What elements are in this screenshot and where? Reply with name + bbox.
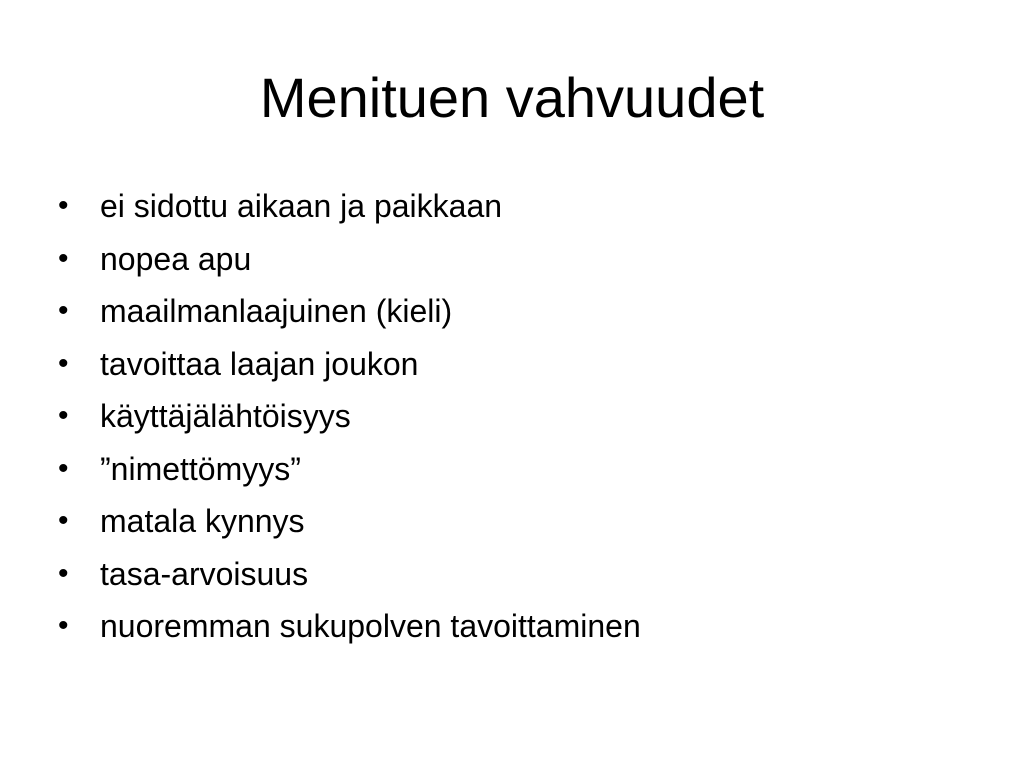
list-item — [58, 390, 641, 443]
bullet-icon: • — [58, 504, 69, 538]
list-item-text: maailmanlaajuinen (kieli) — [100, 293, 453, 330]
list-item — [58, 338, 641, 391]
bullet-icon: • — [58, 346, 69, 380]
list-item-text: ”nimettömyys” — [100, 450, 301, 487]
bullet-icon: • — [58, 241, 69, 275]
bullet-icon: • — [58, 189, 69, 223]
bullet-icon: • — [58, 399, 69, 433]
bullet-icon: • — [58, 451, 69, 485]
bullet-icon: • — [58, 609, 69, 643]
list-item — [58, 180, 641, 233]
list-item-text: käyttäjälähtöisyys — [100, 398, 351, 435]
list-item-text: tasa-arvoisuus — [100, 555, 309, 592]
list-item — [58, 285, 641, 338]
list-item — [58, 600, 641, 653]
list-item-text: ei sidottu aikaan ja paikkaan — [100, 188, 503, 225]
list-item — [58, 443, 641, 496]
list-item-text: tavoittaa laajan joukon — [100, 345, 419, 382]
list-item — [58, 233, 641, 286]
list-item — [58, 548, 641, 601]
list-item-text: nuoremman sukupolven tavoittaminen — [100, 608, 641, 645]
bullet-icon: • — [58, 556, 69, 590]
list-item-text: matala kynnys — [100, 503, 305, 540]
bullet-list — [58, 180, 641, 653]
list-item-text: nopea apu — [100, 240, 252, 277]
slide-title: Menituen vahvuudet — [259, 66, 765, 129]
bullet-icon: • — [58, 294, 69, 328]
list-item — [58, 495, 641, 548]
